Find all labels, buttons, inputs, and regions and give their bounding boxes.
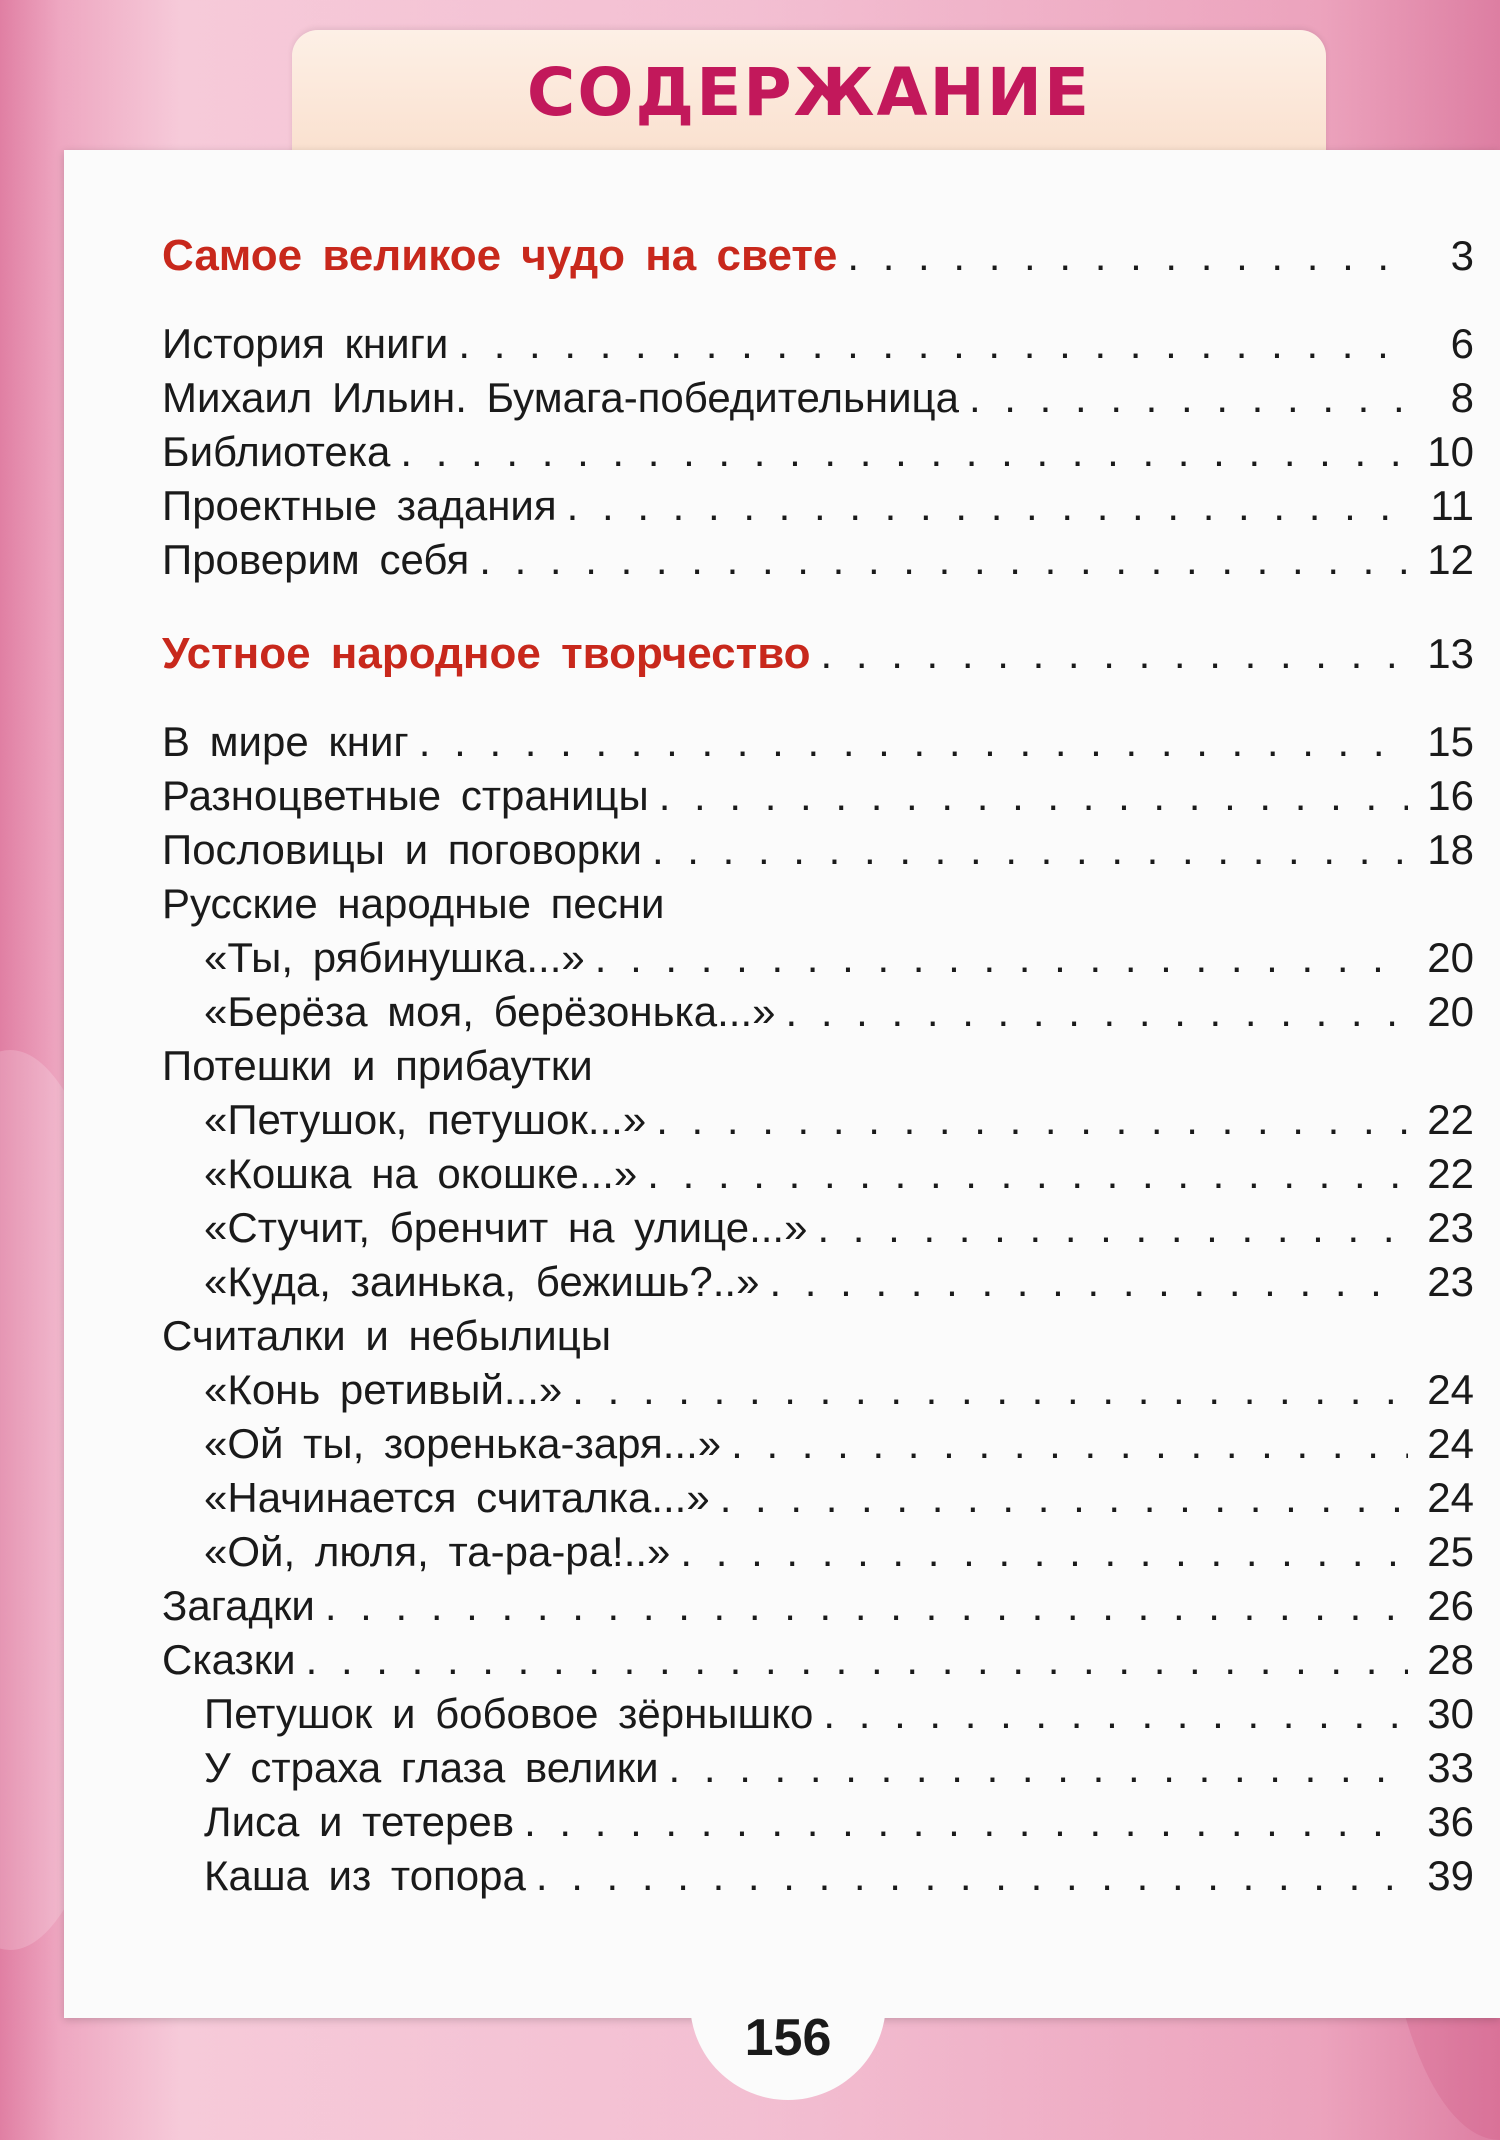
contents-page xyxy=(64,150,1500,2018)
page-number: 23 xyxy=(1427,1204,1474,1251)
toc-item-label: Проверим себя xyxy=(162,536,470,583)
table-of-contents xyxy=(162,210,1474,1906)
toc-item[interactable] xyxy=(162,1096,1474,1150)
dot-leader xyxy=(419,718,1408,766)
toc-item-label: Сказки xyxy=(162,1636,296,1683)
toc-item[interactable] xyxy=(162,320,1474,374)
toc-item-label: В мире книг xyxy=(162,718,409,765)
page-footer xyxy=(690,2000,886,2100)
page-number: 24 xyxy=(1427,1366,1474,1413)
toc-item-label: Русские народные песни xyxy=(162,880,665,927)
toc-item-label: «Петушок, петушок...» xyxy=(204,1096,647,1143)
page-number: 28 xyxy=(1427,1636,1474,1683)
toc-item-label: Пословицы и поговорки xyxy=(162,826,642,873)
toc-item[interactable] xyxy=(162,772,1474,826)
toc-item-label: «Куда, заинька, бежишь?..» xyxy=(204,1258,760,1305)
dot-leader xyxy=(572,1366,1408,1414)
toc-group-heading[interactable] xyxy=(162,880,1474,934)
toc-item[interactable] xyxy=(162,1636,1474,1690)
dot-leader xyxy=(821,630,1408,678)
dot-leader xyxy=(306,1636,1408,1684)
toc-item[interactable] xyxy=(162,1150,1474,1204)
toc-item-label: Загадки xyxy=(162,1582,315,1629)
page-number: 22 xyxy=(1427,1150,1474,1197)
toc-group-heading[interactable] xyxy=(162,1312,1474,1366)
dot-leader xyxy=(479,536,1408,584)
toc-item-label: Потешки и прибаутки xyxy=(162,1042,593,1089)
toc-item-label: «Конь ретивый...» xyxy=(204,1366,563,1413)
page-number: 15 xyxy=(1427,718,1474,765)
toc-item[interactable] xyxy=(162,1420,1474,1474)
page-number: 6 xyxy=(1450,320,1474,367)
dot-leader xyxy=(567,482,1408,530)
section-title: Самое великое чудо на свете xyxy=(162,231,838,280)
page-number: 39 xyxy=(1427,1852,1474,1899)
toc-item[interactable] xyxy=(162,1204,1474,1258)
page-number: 36 xyxy=(1427,1798,1474,1845)
toc-item[interactable] xyxy=(162,1528,1474,1582)
toc-item[interactable] xyxy=(162,1690,1474,1744)
dot-leader xyxy=(823,1690,1408,1738)
toc-item[interactable] xyxy=(162,1852,1474,1906)
page-number: 24 xyxy=(1427,1474,1474,1521)
page-number-footer: 156 xyxy=(744,2009,832,2067)
toc-item[interactable] xyxy=(162,1798,1474,1852)
dot-leader xyxy=(524,1798,1408,1846)
page-number: 33 xyxy=(1427,1744,1474,1791)
dot-leader xyxy=(731,1420,1408,1468)
page-number: 25 xyxy=(1427,1528,1474,1575)
dot-leader xyxy=(969,374,1408,422)
toc-item[interactable] xyxy=(162,1582,1474,1636)
toc-item-label: «Ты, рябинушка...» xyxy=(204,934,585,981)
page-number: 26 xyxy=(1427,1582,1474,1629)
dot-leader xyxy=(769,1258,1408,1306)
toc-item-label: Считалки и небылицы xyxy=(162,1312,612,1359)
dot-leader xyxy=(458,320,1408,368)
page-number: 3 xyxy=(1450,232,1474,279)
toc-item-label: Каша из топора xyxy=(204,1852,526,1899)
toc-group-heading[interactable] xyxy=(162,1042,1474,1096)
page-number: 24 xyxy=(1427,1420,1474,1467)
toc-item[interactable] xyxy=(162,988,1474,1042)
dot-leader xyxy=(680,1528,1408,1576)
section-title: Устное народное творчество xyxy=(162,629,811,678)
page-number: 30 xyxy=(1427,1690,1474,1737)
toc-item[interactable] xyxy=(162,482,1474,536)
toc-item-label: Лиса и тетерев xyxy=(204,1798,515,1845)
toc-item-label: «Берёза моя, берёзонька...» xyxy=(204,988,776,1035)
toc-item-label: «Кошка на окошке...» xyxy=(204,1150,638,1197)
page-title: СОДЕРЖАНИЕ xyxy=(526,54,1092,131)
toc-item-label: Разноцветные страницы xyxy=(162,772,649,819)
toc-item-label: Библиотека xyxy=(162,428,391,475)
dot-leader xyxy=(595,934,1408,982)
page-number: 16 xyxy=(1427,772,1474,819)
dot-leader xyxy=(659,772,1408,820)
toc-item[interactable] xyxy=(162,536,1474,590)
toc-section-1[interactable] xyxy=(162,210,1474,302)
dot-leader xyxy=(669,1744,1408,1792)
dot-leader xyxy=(847,232,1408,280)
toc-item[interactable] xyxy=(162,934,1474,988)
toc-item-label: «Стучит, бренчит на улице...» xyxy=(204,1204,808,1251)
toc-item[interactable] xyxy=(162,374,1474,428)
toc-item-label: Михаил Ильин. Бумага-победительница xyxy=(162,374,959,421)
dot-leader xyxy=(647,1150,1408,1198)
toc-item[interactable] xyxy=(162,1258,1474,1312)
toc-item-label: «Начинается считалка...» xyxy=(204,1474,710,1521)
page-number: 11 xyxy=(1430,482,1474,529)
toc-item-label: История книги xyxy=(162,320,449,367)
toc-item[interactable] xyxy=(162,826,1474,880)
toc-item[interactable] xyxy=(162,1744,1474,1798)
toc-section-2[interactable] xyxy=(162,608,1474,700)
page-number: 20 xyxy=(1427,988,1474,1035)
toc-item-label: «Ой ты, зоренька-заря...» xyxy=(204,1420,722,1467)
toc-item-label: «Ой, люля, та-ра-ра!..» xyxy=(204,1528,671,1575)
toc-item[interactable] xyxy=(162,428,1474,482)
dot-leader xyxy=(652,826,1408,874)
dot-leader xyxy=(720,1474,1408,1522)
page-number: 18 xyxy=(1427,826,1474,873)
dot-leader xyxy=(325,1582,1408,1630)
page-number: 13 xyxy=(1427,630,1474,677)
toc-item[interactable] xyxy=(162,718,1474,772)
page-number: 23 xyxy=(1427,1258,1474,1305)
toc-item-label: Петушок и бобовое зёрнышко xyxy=(204,1690,814,1737)
page-number: 12 xyxy=(1427,536,1474,583)
toc-item-label: У страха глаза велики xyxy=(204,1744,659,1791)
dot-leader xyxy=(656,1096,1408,1144)
page-number: 10 xyxy=(1427,428,1474,475)
dot-leader xyxy=(536,1852,1408,1900)
dot-leader xyxy=(400,428,1408,476)
page-number: 20 xyxy=(1427,934,1474,981)
page-number: 22 xyxy=(1427,1096,1474,1143)
toc-item[interactable] xyxy=(162,1474,1474,1528)
toc-item[interactable] xyxy=(162,1366,1474,1420)
dot-leader xyxy=(817,1204,1408,1252)
toc-item-label: Проектные задания xyxy=(162,482,557,529)
page-number: 8 xyxy=(1450,374,1474,421)
dot-leader xyxy=(786,988,1409,1036)
